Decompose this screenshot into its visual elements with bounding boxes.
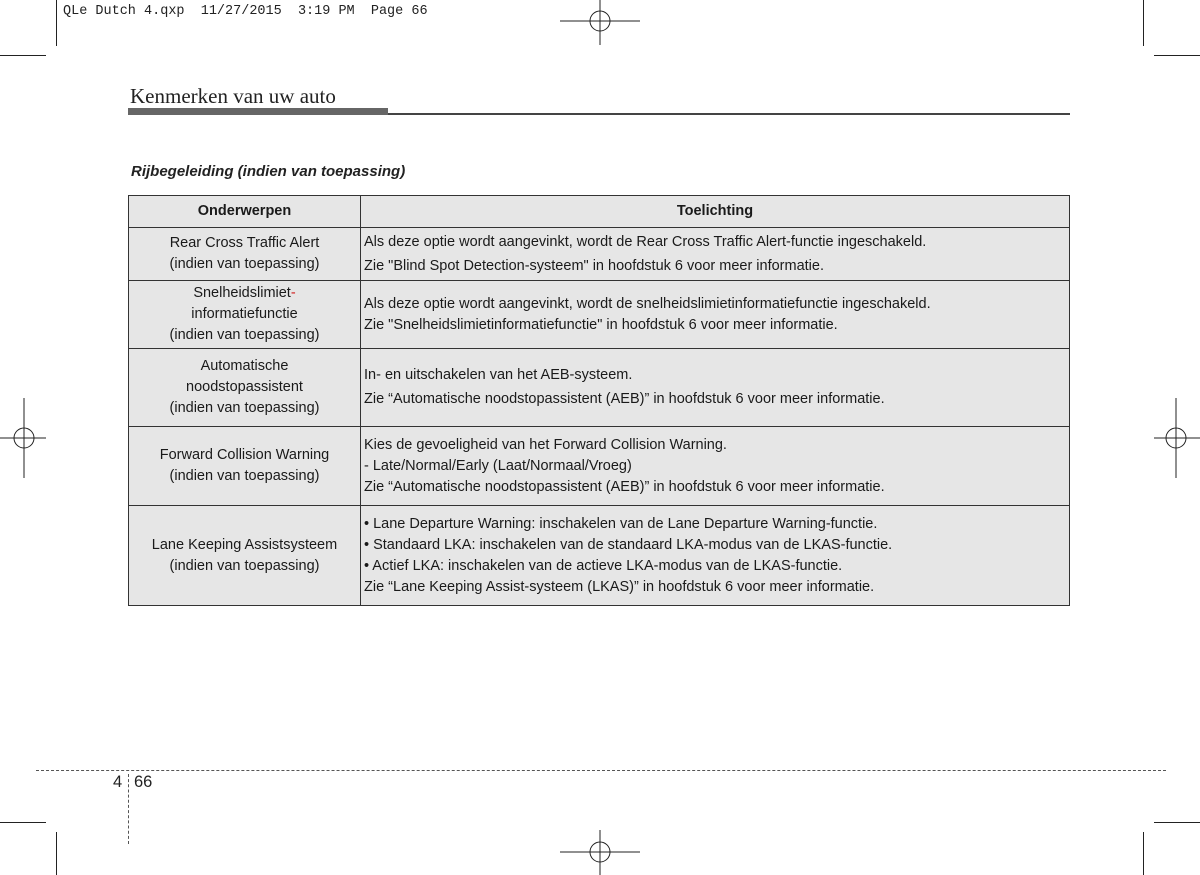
topic-cell	[129, 349, 361, 427]
subheading: Rijbegeleiding (indien van toepassing)	[131, 163, 406, 180]
print-header: QLe Dutch 4.qxp 11/27/2015 3:19 PM Page 66	[63, 4, 428, 19]
table-row	[129, 281, 1070, 349]
description-cell	[361, 427, 1070, 506]
topic-line: Automatische	[200, 358, 289, 374]
registration-mark-icon	[1154, 398, 1200, 478]
column-header-description: Toelichting	[361, 196, 1070, 228]
description-line: Zie "Blind Spot Detection-systeem" in hoofdstuk 6 voor meer informatie.	[364, 257, 824, 274]
description-line: - Late/Normal/Early (Laat/Normaal/Vroeg)	[364, 457, 632, 474]
topic-cell	[129, 427, 361, 506]
topic-cell	[129, 228, 361, 281]
crop-mark	[0, 822, 46, 823]
table-row	[129, 349, 1070, 427]
description-cell	[361, 506, 1070, 606]
topic-cell	[129, 506, 361, 606]
crop-mark	[56, 832, 57, 875]
description-line: Kies de gevoeligheid van het Forward Collision Warning.	[364, 436, 727, 453]
description-line: In- en uitschakelen van het AEB-systeem.	[364, 367, 633, 383]
section-title: Kenmerken van uw auto	[130, 84, 336, 108]
topic-line-part: Snelheidslimiet	[193, 285, 291, 301]
crop-mark	[1143, 832, 1144, 875]
footer-divider	[128, 774, 129, 844]
topic-line: Rear Cross Traffic Alert	[169, 235, 320, 251]
table-row	[129, 506, 1070, 606]
description-cell	[361, 228, 1070, 281]
topic-line: informatiefunctie	[191, 306, 298, 322]
table-row	[129, 228, 1070, 281]
column-header-topic: Onderwerpen	[129, 196, 361, 228]
crop-mark	[1143, 0, 1144, 46]
registration-mark-icon	[560, 830, 640, 875]
description-line: Zie “Automatische noodstopassistent (AEB)” in hoofdstuk 6 voor meer informatie.	[364, 391, 885, 407]
crop-mark	[1154, 55, 1200, 56]
description-line: • Lane Departure Warning: inschakelen van de Lane Departure Warning-functie.	[364, 515, 878, 532]
table-header-row	[129, 196, 1070, 228]
registration-mark-icon	[0, 398, 46, 478]
topic-line: Lane Keeping Assistsysteem	[151, 536, 338, 553]
chapter-number: 4	[113, 773, 123, 791]
topic-line: (indien van toepassing)	[169, 400, 320, 416]
description-cell	[361, 281, 1070, 349]
topic-line: (indien van toepassing)	[169, 327, 320, 343]
topic-cell	[129, 281, 361, 349]
registration-mark-icon	[560, 0, 640, 46]
header-rule-thick	[128, 108, 388, 115]
description-cell	[361, 349, 1070, 427]
topic-line: noodstopassistent	[186, 379, 303, 395]
footer-rule	[36, 770, 1166, 771]
description-line: • Actief LKA: inschakelen van de actieve LKA-modus van de LKAS-functie.	[364, 557, 843, 574]
topic-line: (indien van toepassing)	[169, 256, 320, 272]
description-line: Als deze optie wordt aangevinkt, wordt de snelheidslimietinformatiefunctie ingeschakeld.	[364, 295, 931, 312]
hyphen-mark: -	[290, 285, 296, 301]
header-rule-thin	[388, 113, 1070, 115]
topic-line: Forward Collision Warning	[159, 447, 330, 463]
description-line: Zie “Automatische noodstopassistent (AEB)” in hoofdstuk 6 voor meer informatie.	[364, 478, 885, 495]
description-line: Zie “Lane Keeping Assist-systeem (LKAS)” in hoofdstuk 6 voor meer informatie.	[364, 578, 875, 595]
page-number: 66	[134, 773, 153, 791]
description-line: Zie "Snelheidslimietinformatiefunctie" in hoofdstuk 6 voor meer informatie.	[364, 316, 838, 333]
crop-mark	[0, 55, 46, 56]
topic-line: (indien van toepassing)	[169, 468, 320, 484]
crop-mark	[56, 0, 57, 46]
description-line: • Standaard LKA: inschakelen van de standaard LKA-modus van de LKAS-functie.	[364, 536, 893, 553]
description-line: Als deze optie wordt aangevinkt, wordt de Rear Cross Traffic Alert-functie ingeschakeld.	[364, 233, 927, 250]
topic-line	[133, 283, 356, 304]
settings-table	[128, 195, 1070, 606]
topic-line: (indien van toepassing)	[169, 557, 320, 574]
crop-mark	[1154, 822, 1200, 823]
table-row	[129, 427, 1070, 506]
